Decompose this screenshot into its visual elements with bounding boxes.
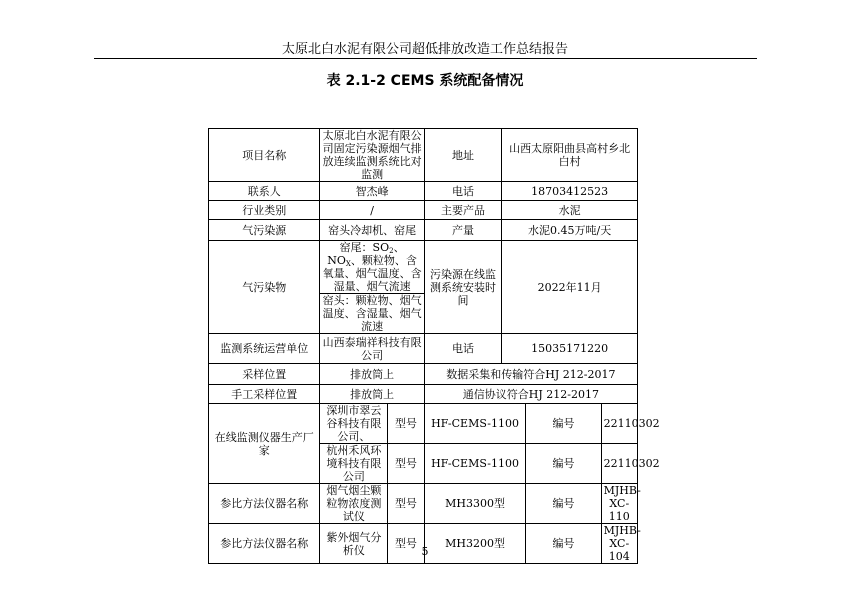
cell-label: 地址 [424, 129, 502, 182]
cell-label: 参比方法仪器名称 [209, 484, 320, 524]
tail-mid: 、NO [327, 241, 405, 267]
model-value: HF-CEMS-1100 [424, 404, 526, 444]
cell-label: 电话 [424, 182, 502, 201]
cems-table [208, 128, 660, 564]
serial-value: MJHB-XC-104 [601, 524, 637, 564]
page-number: 5 [421, 545, 429, 558]
tail-rest: 、颗粒物、含氧量、烟气温度、含湿量、烟气流速 [322, 254, 422, 293]
table-row [209, 484, 638, 524]
serial-label: 编号 [526, 404, 601, 444]
cell-label: 参比方法仪器名称 [209, 524, 320, 564]
cell-value: 水泥0.45万吨/天 [502, 220, 638, 241]
table-row [209, 201, 638, 220]
maker-2: 杭州禾风环境科技有限公司 [320, 444, 388, 484]
model-label: 型号 [388, 444, 424, 484]
cell-value: 18703412523 [502, 182, 638, 201]
cell-label: 联系人 [209, 182, 320, 201]
model-value: MH3200型 [424, 524, 526, 564]
table-row [209, 385, 638, 404]
cell-label: 行业类别 [209, 201, 320, 220]
cell-label: 气污染物 [209, 241, 320, 334]
table-row [209, 334, 638, 364]
cell-label: 监测系统运营单位 [209, 334, 320, 364]
serial-value: MJHB-XC-110 [601, 484, 637, 524]
instrument-name: 烟气烟尘颗粒物浓度测试仪 [320, 484, 388, 524]
cell-label: 在线监测仪器生产厂家 [209, 404, 320, 484]
cell-value: 山西太原阳曲县高村乡北白村 [502, 129, 638, 182]
table-row [209, 241, 638, 294]
model-value: MH3300型 [424, 484, 526, 524]
cell-value: 数据采集和传输符合HJ 212-2017 [424, 364, 637, 385]
pollutants-kiln-head: 窑头：颗粒物、烟气温度、含湿量、烟气流速 [320, 294, 424, 334]
cell-label: 污染源在线监测系统安装时间 [424, 241, 502, 334]
model-value: HF-CEMS-1100 [424, 444, 526, 484]
model-label: 型号 [388, 484, 424, 524]
cell-label: 主要产品 [424, 201, 502, 220]
model-label: 型号 [388, 404, 424, 444]
table-row [209, 129, 638, 182]
table-caption: 表 2.1-2 CEMS 系统配备情况 [326, 73, 524, 89]
cell-value: / [320, 201, 424, 220]
cell-value: 15035171220 [502, 334, 638, 364]
cell-label: 手工采样位置 [209, 385, 320, 404]
tail-sub-x: X [345, 260, 351, 268]
cell-value: 智杰峰 [320, 182, 424, 201]
cell-value: 太原北白水泥有限公司固定污染源烟气排放连续监测系统比对监测 [320, 129, 424, 182]
table-row [209, 364, 638, 385]
cell-value: 通信协议符合HJ 212-2017 [424, 385, 637, 404]
cell-value: 水泥 [502, 201, 638, 220]
table-row [209, 404, 638, 444]
cell-value: 排放筒上 [320, 385, 424, 404]
pollutants-kiln-tail [320, 241, 424, 294]
cell-label: 电话 [424, 334, 502, 364]
cell-label: 采样位置 [209, 364, 320, 385]
cell-label: 气污染源 [209, 220, 320, 241]
maker-1: 深圳市翠云谷科技有限公司、 [320, 404, 388, 444]
header-rule [94, 58, 757, 59]
cell-value: 窑头冷却机、窑尾 [320, 220, 424, 241]
model-label: 型号 [388, 524, 424, 564]
document-header: 太原北白水泥有限公司超低排放改造工作总结报告 [281, 42, 568, 57]
serial-label: 编号 [526, 444, 601, 484]
tail-prefix: 窑尾：SO [339, 241, 390, 254]
table-row [209, 182, 638, 201]
table-row [209, 220, 638, 241]
serial-label: 编号 [526, 484, 601, 524]
cell-value: 2022年11月 [502, 241, 638, 334]
cell-label: 项目名称 [209, 129, 320, 182]
cell-value: 山西泰瑞祥科技有限公司 [320, 334, 424, 364]
serial-value: 22110302 [601, 444, 637, 484]
serial-value: 22110302 [601, 404, 637, 444]
tail-sub-2: 2 [389, 247, 394, 255]
cell-value: 排放筒上 [320, 364, 424, 385]
instrument-name: 紫外烟气分析仪 [320, 524, 388, 564]
serial-label: 编号 [526, 524, 601, 564]
cell-label: 产量 [424, 220, 502, 241]
